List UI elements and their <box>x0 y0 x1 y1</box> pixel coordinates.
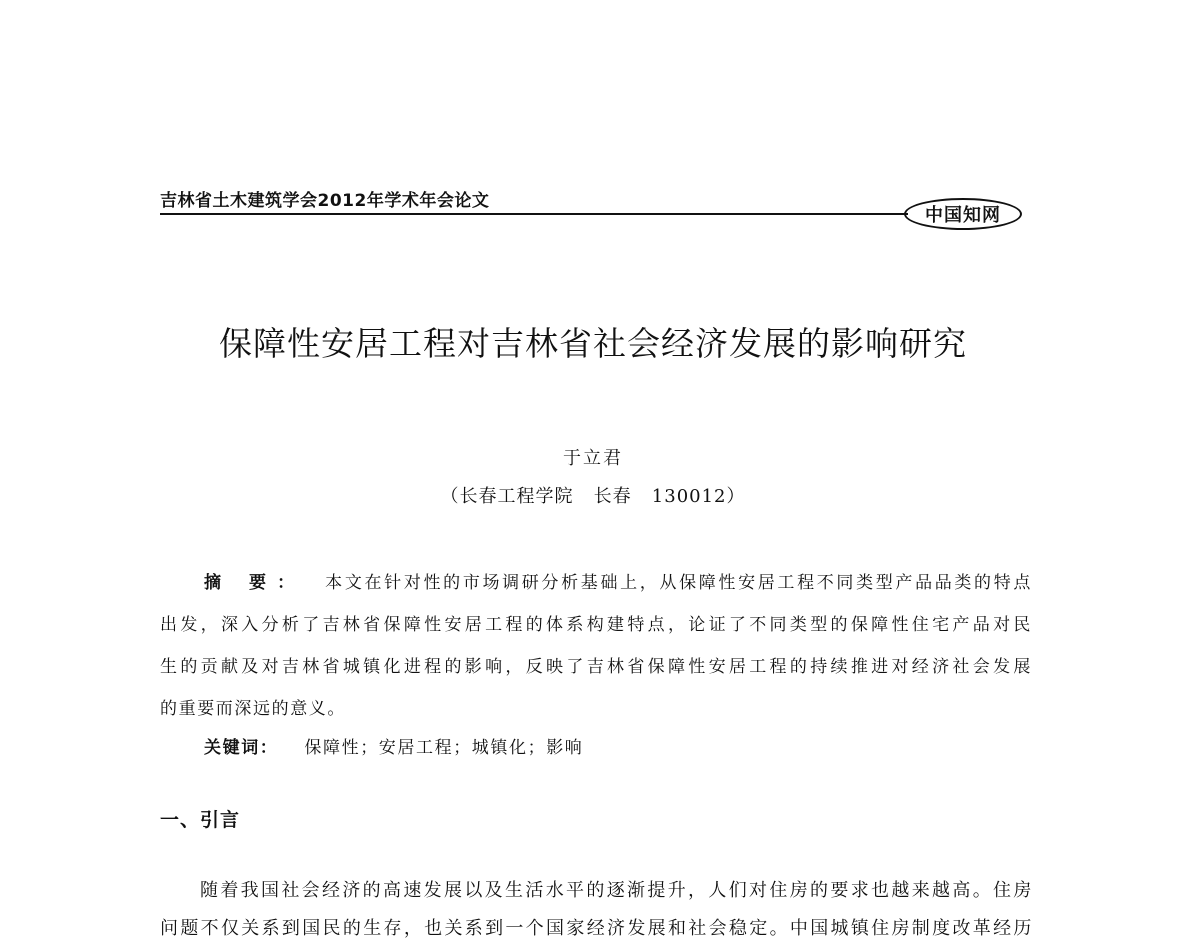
abstract-line <box>160 568 1032 593</box>
cnki-logo: 中国知网 <box>904 198 1022 230</box>
abstract-line: 生的贡献及对吉林省城镇化进程的影响，反映了吉林省保障性安居工程的持续推进对经济社会发展 <box>160 657 1032 677</box>
keywords-text: 保障性；安居工程；城镇化；影响 <box>304 738 584 758</box>
author-affiliation: （长春工程学院 长春 130012） <box>440 486 746 507</box>
abstract-line: 出发，深入分析了吉林省保障性安居工程的体系构建特点，论证了不同类型的保障性住宅产品对民 <box>160 615 1032 635</box>
body-text-line: 问题不仅关系到国民的生存，也关系到一个国家经济发展和社会稳定。中国城镇住房制度改革经历 <box>160 918 1032 939</box>
running-header: 吉林省土木建筑学会2012年学术年会论文 <box>160 191 490 211</box>
section-heading: 一、引言 <box>160 809 241 831</box>
header-rule <box>160 213 908 215</box>
abstract-text: 本文在针对性的市场调研分析基础上，从保障性安居工程不同类型产品品类的特点 <box>325 573 1032 593</box>
body-text-line: 随着我国社会经济的高速发展以及生活水平的逐渐提升，人们对住房的要求也越来越高。住房 <box>200 880 1032 901</box>
keywords <box>204 733 583 758</box>
abstract-label: 摘 要： <box>204 573 306 593</box>
abstract-line: 的重要而深远的意义。 <box>160 699 346 719</box>
paper-title: 保障性安居工程对吉林省社会经济发展的影响研究 <box>219 324 967 363</box>
author-name: 于立君 <box>563 448 623 469</box>
keywords-label: 关键词： <box>204 738 279 758</box>
